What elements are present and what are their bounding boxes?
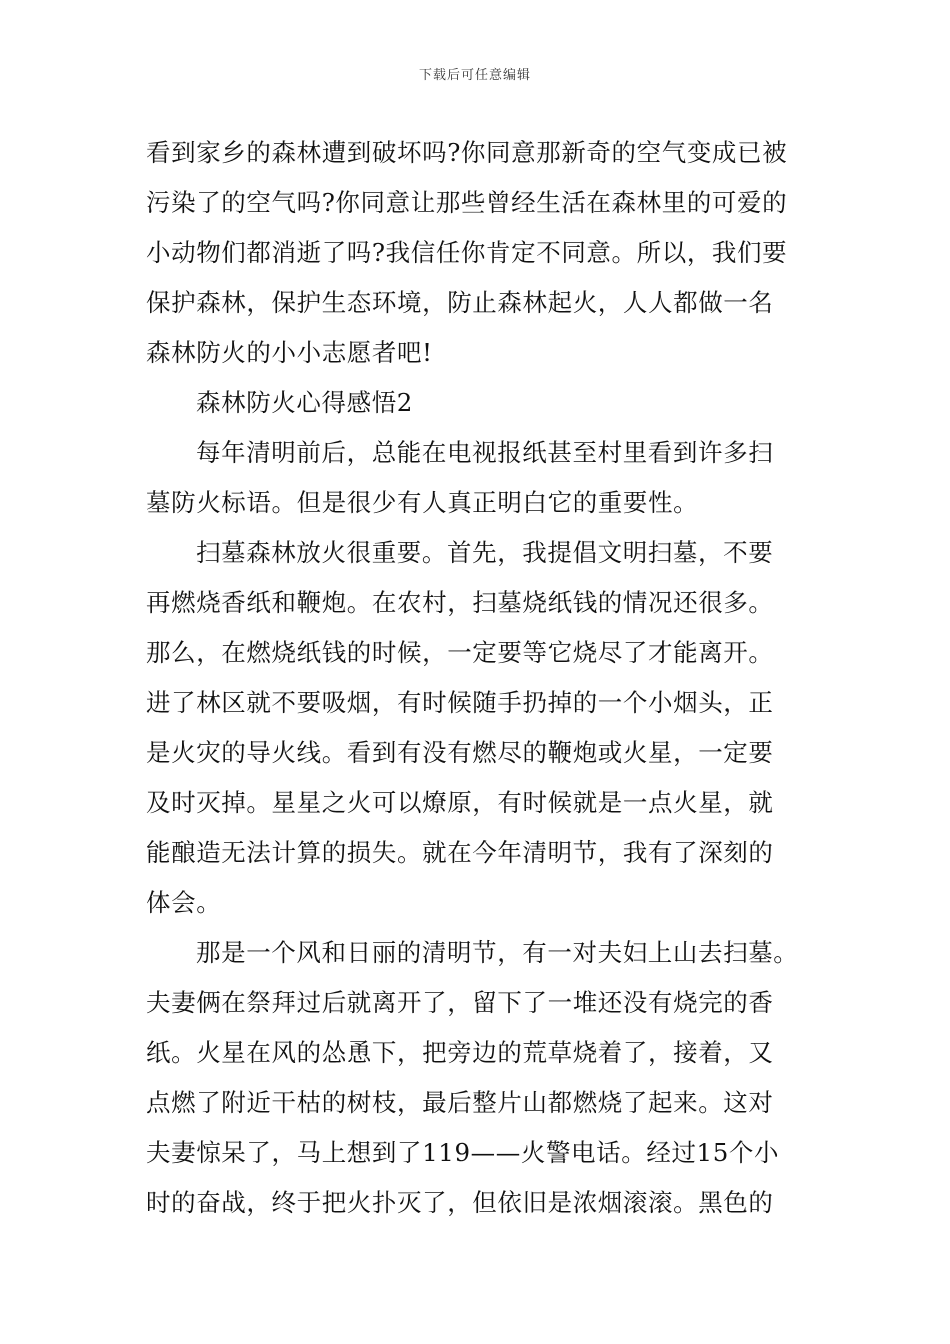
page-header: 下载后可任意编辑 <box>418 68 531 83</box>
text-line: 污染了的空气吗?你同意让那些曾经生活在森林里的可爱的 <box>146 188 788 217</box>
text-line: 森林防火的小小志愿者吧! <box>146 338 433 367</box>
text-line: 及时灭掉。星星之火可以燎原，有时候就是一点火星，就 <box>146 788 774 817</box>
text-line: 是火灾的导火线。看到有没有燃尽的鞭炮或火星，一定要 <box>146 738 774 767</box>
text-line: 看到家乡的森林遭到破坏吗?你同意那新奇的空气变成已被 <box>146 138 788 167</box>
text-line: 保护森林，保护生态环境，防止森林起火，人人都做一名 <box>146 288 774 317</box>
text-line: 体会。 <box>146 888 222 917</box>
text-line: 点燃了附近干枯的树枝，最后整片山都燃烧了起来。这对 <box>146 1088 774 1117</box>
text-line: 时的奋战，终于把火扑灭了，但依旧是浓烟滚滚。黑色的 <box>146 1188 774 1217</box>
section-title: 森林防火心得感悟2 <box>196 388 413 417</box>
text-line: 每年清明前后，总能在电视报纸甚至村里看到许多扫 <box>196 438 774 467</box>
text-line: 那么，在燃烧纸钱的时候，一定要等它烧尽了才能离开。 <box>146 638 774 667</box>
text-line: 那是一个风和日丽的清明节，有一对夫妇上山去扫墓。 <box>196 938 799 967</box>
text-line: 纸。火星在风的怂恿下，把旁边的荒草烧着了，接着，又 <box>146 1038 774 1067</box>
text-line: 能酿造无法计算的损失。就在今年清明节，我有了深刻的 <box>146 838 774 867</box>
text-line: 再燃烧香纸和鞭炮。在农村，扫墓烧纸钱的情况还很多。 <box>146 588 774 617</box>
text-line: 夫妻惊呆了，马上想到了119——火警电话。经过15个小 <box>146 1138 780 1167</box>
text-line: 夫妻俩在祭拜过后就离开了，留下了一堆还没有烧完的香 <box>146 988 774 1017</box>
text-line: 进了林区就不要吸烟，有时候随手扔掉的一个小烟头，正 <box>146 688 774 717</box>
document-body <box>146 128 816 1228</box>
text-line: 小动物们都消逝了吗?我信任你肯定不同意。所以，我们要 <box>146 238 788 267</box>
text-line: 扫墓森林放火很重要。首先，我提倡文明扫墓，不要 <box>196 538 774 567</box>
text-line: 墓防火标语。但是很少有人真正明白它的重要性。 <box>146 488 699 517</box>
